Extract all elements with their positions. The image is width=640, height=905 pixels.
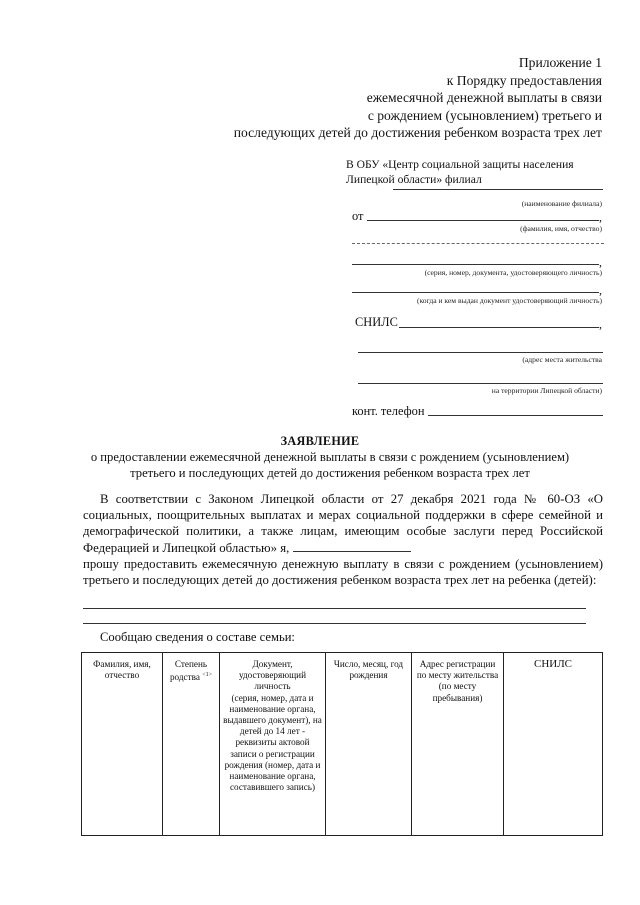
name-caption: (фамилия, имя, отчество)	[520, 224, 602, 233]
footnote-mark: <1>	[202, 672, 213, 679]
col-id-document	[220, 653, 326, 836]
col-full-name	[82, 653, 163, 836]
from-label: от	[352, 209, 364, 223]
appendix-line-1: Приложение 1	[518, 55, 602, 70]
col-birth-date-text: Число, месяц, год рождения	[333, 659, 404, 681]
comma-3: ,	[599, 283, 602, 297]
subtitle-line-1: о предоставлении ежемесячной денежной выплаты в связи с рождением (усыновлением)	[90, 450, 570, 464]
appendix-line-2: к Порядку предоставления	[446, 72, 602, 88]
snils-field[interactable]	[399, 327, 599, 328]
territory-field[interactable]	[358, 383, 603, 384]
col-snils	[504, 653, 603, 836]
issued-caption: (когда и кем выдан документ удостоверяющий личность)	[416, 296, 602, 305]
phone-field[interactable]	[428, 415, 603, 416]
col-address	[412, 653, 504, 836]
id-document-field[interactable]	[352, 264, 599, 265]
comma-4: ,	[599, 317, 602, 331]
applicant-name-field[interactable]	[367, 220, 599, 221]
branch-field[interactable]	[393, 189, 603, 190]
id-caption: (серия, номер, документа, удостоверяющего личность)	[424, 268, 602, 277]
recipient-line-1: В ОБУ «Центр социальной защиты населения	[346, 158, 574, 171]
id-issued-field[interactable]	[352, 292, 599, 293]
body-paragraph-1-text: В соответствии с Законом Липецкой области от 27 декабря 2021 года № 60-ОЗ «О социальных, поощрительных выплатах и мерах социальной поддержки в сфере семейной и демографической политики, а также лицам, имеющим особые заслуги перед Российской Федерацией и Липецкой областью» я,	[83, 492, 603, 555]
application-body	[83, 491, 603, 588]
body-paragraph-1	[83, 491, 603, 556]
appendix-line-4: с рождением (усыновлением) третьего и	[367, 107, 602, 123]
appendix-line-5: последующих детей до достижения ребенком возраста трех лет	[233, 125, 602, 141]
family-table-header-row	[82, 653, 603, 836]
recipient-block	[346, 158, 606, 187]
body-paragraph-2: прошу предоставить ежемесячную денежную выплату в связи с рождением (усыновлением) третьего и последующих детей до достижения ребенком возраста трех лет на ребенка (детей):	[83, 556, 603, 588]
children-field-1[interactable]	[83, 608, 586, 609]
col-birth-date	[326, 653, 412, 836]
col-relationship-text: Степень родства	[169, 659, 208, 683]
children-field-2[interactable]	[83, 623, 586, 624]
residence-field[interactable]	[358, 352, 603, 353]
col-address-text: Адрес регистрации по месту жительства (по месту пребывания)	[416, 659, 499, 703]
comma-1: ,	[599, 210, 602, 224]
applicant-name-field-2[interactable]	[352, 243, 604, 244]
appendix-line-3: ежемесячной денежной выплаты в связи	[366, 90, 602, 106]
appendix-header	[122, 54, 602, 142]
applicant-inline-field[interactable]	[293, 541, 411, 552]
phone-label: конт. телефон	[352, 404, 425, 418]
document-subtitle	[60, 449, 600, 481]
col-id-document-text: Документ, удостоверяющий личность (серия, номер, дата и наименование органа, выдавшего документ), на детей до 14 лет - реквизиты актовой записи о регистрации рождения (номер, дата и наименование органа, составившего запись)	[223, 659, 322, 793]
subtitle-line-2: третьего и последующих детей до достижения ребенком возраста трех лет	[130, 466, 530, 480]
col-full-name-text: Фамилия, имя, отчество	[93, 659, 151, 681]
recipient-line-2: Липецкой области» филиал	[346, 172, 482, 186]
document-title: ЗАЯВЛЕНИЕ	[280, 434, 360, 448]
comma-2: ,	[599, 255, 602, 269]
snils-label: СНИЛС	[355, 315, 398, 329]
branch-caption: (наименование филиала)	[521, 199, 602, 208]
territory-caption: на территории Липецкой области)	[491, 386, 602, 395]
family-table	[81, 652, 603, 836]
col-snils-text: СНИЛС	[533, 658, 573, 670]
family-section-label: Сообщаю сведения о составе семьи:	[100, 630, 295, 644]
col-relationship	[163, 653, 220, 836]
residence-caption: (адрес места жительства	[522, 355, 602, 364]
